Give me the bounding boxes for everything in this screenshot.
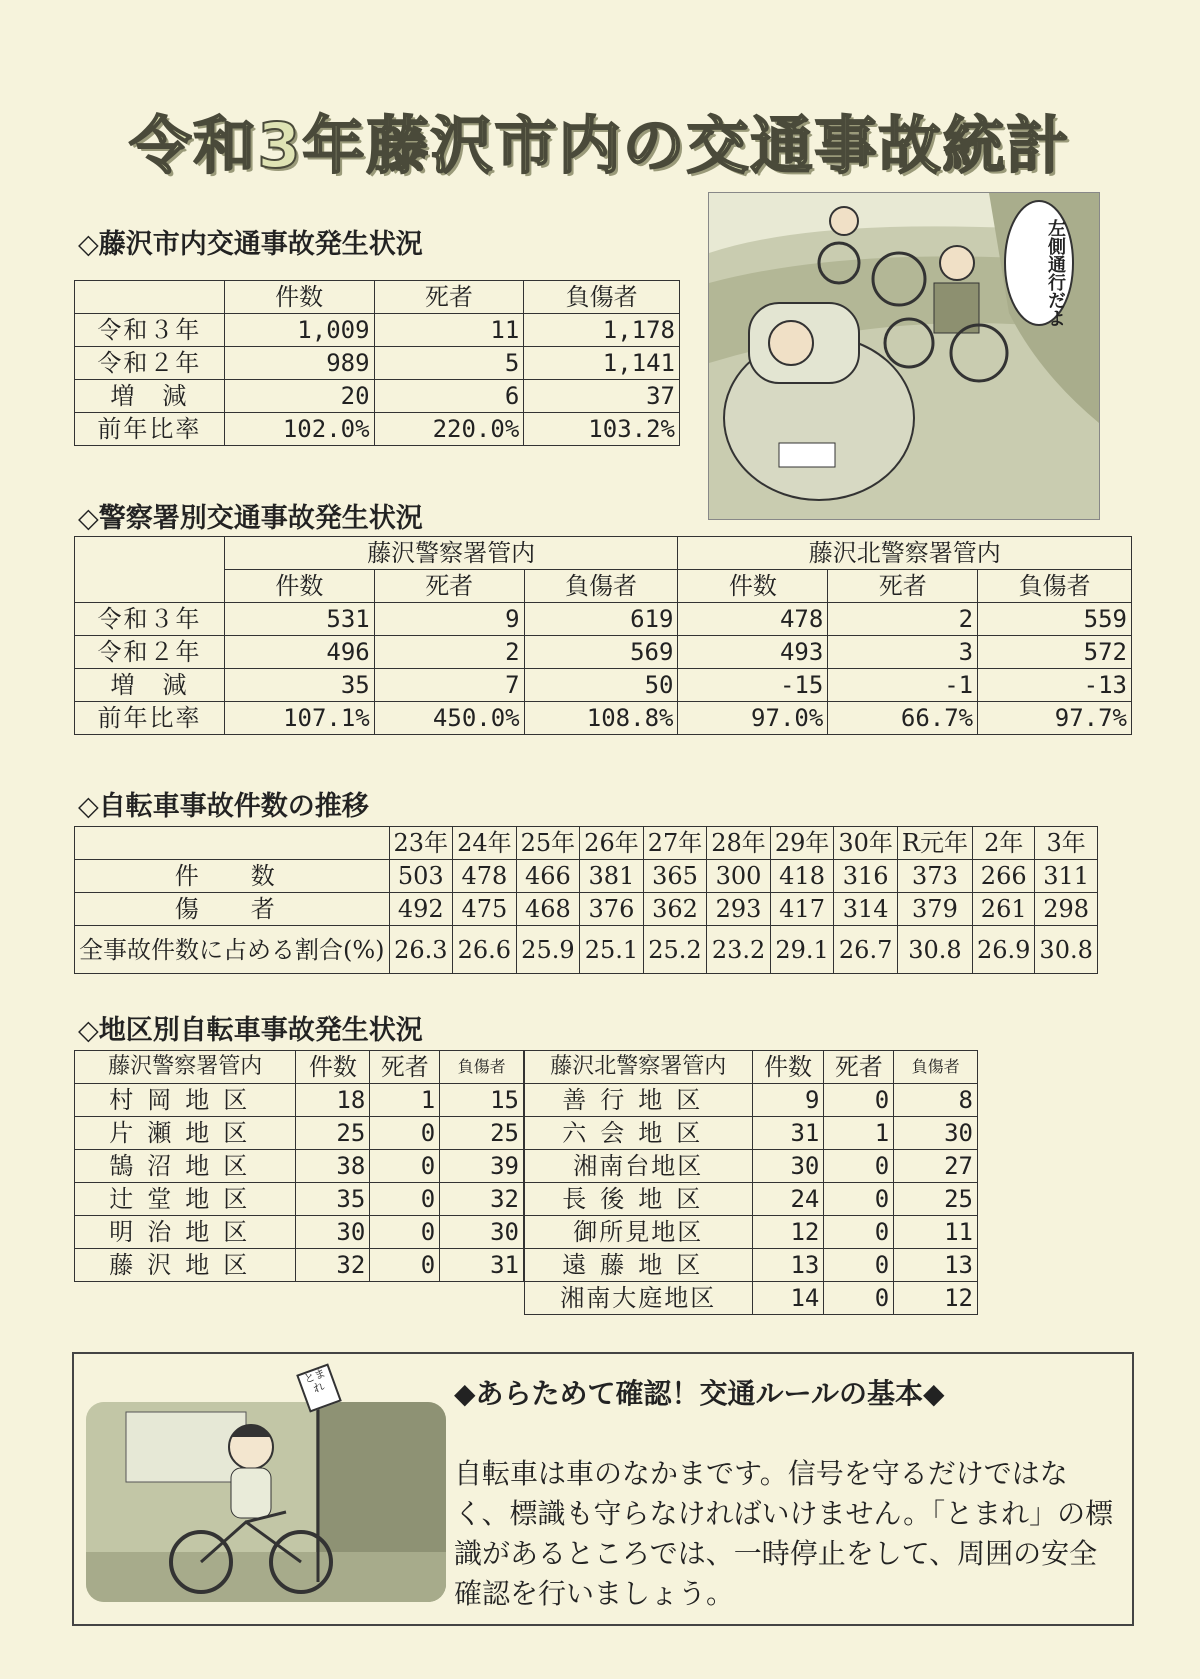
cell: 66.7% — [828, 702, 978, 735]
cell: 569 — [524, 636, 678, 669]
cell: 0 — [370, 1216, 440, 1249]
row-label: 増 減 — [75, 669, 225, 702]
cell: 478 — [678, 603, 828, 636]
cell: 468 — [516, 893, 580, 926]
cell: 30.8 — [897, 926, 972, 974]
row-label: 前年比率 — [75, 413, 225, 446]
cell: 97.0% — [678, 702, 828, 735]
cell: 11 — [374, 314, 524, 347]
cell: -15 — [678, 669, 828, 702]
section1-heading: ◇藤沢市内交通事故発生状況 — [78, 229, 423, 260]
cell: 102.0% — [224, 413, 374, 446]
cell: 379 — [897, 893, 972, 926]
bicycle-girl-icon — [86, 1402, 446, 1602]
stop-sign-label: とまれ — [296, 1363, 342, 1412]
cell: 466 — [516, 860, 580, 893]
speech-bubble-text: 左側通行だよ — [1045, 219, 1066, 327]
cell: 31 — [440, 1249, 524, 1282]
bicycle-illustration — [86, 1402, 446, 1602]
cell: 572 — [978, 636, 1132, 669]
cell: -13 — [978, 669, 1132, 702]
year-header: 29年 — [770, 827, 834, 860]
cell: 0 — [824, 1216, 894, 1249]
group-header-fujisawa-kita: 藤沢北警察署管内 — [678, 537, 1132, 570]
row-label: 令和３年 — [75, 314, 225, 347]
cell: 9 — [374, 603, 524, 636]
col-header: 死者 — [374, 570, 524, 603]
cell: 0 — [824, 1282, 894, 1315]
cell: 30 — [752, 1150, 824, 1183]
col-header: 藤沢警察署管内 — [75, 1051, 296, 1084]
col-header: 負傷者 — [524, 281, 680, 314]
cell: 7 — [374, 669, 524, 702]
year-header: 26年 — [580, 827, 644, 860]
district-name: 湘南台地区 — [525, 1150, 753, 1183]
traffic-rule-note — [72, 1352, 1134, 1626]
cell: 12 — [752, 1216, 824, 1249]
cell: 13 — [894, 1249, 978, 1282]
col-header: 負傷者 — [894, 1051, 978, 1084]
cell: 559 — [978, 603, 1132, 636]
cell: 619 — [524, 603, 678, 636]
cell: 0 — [824, 1084, 894, 1117]
cell: 3 — [828, 636, 978, 669]
district-name: 御所見地区 — [525, 1216, 753, 1249]
cell: 376 — [580, 893, 644, 926]
cell: 1 — [370, 1084, 440, 1117]
year-header: 28年 — [707, 827, 771, 860]
row-label: 傷 者 — [75, 893, 390, 926]
cell: 531 — [224, 603, 374, 636]
cell: 25.9 — [516, 926, 580, 974]
cell: 362 — [643, 893, 707, 926]
col-header: 件数 — [296, 1051, 370, 1084]
cell: 493 — [678, 636, 828, 669]
col-header: 負傷者 — [978, 570, 1132, 603]
cell: 38 — [296, 1150, 370, 1183]
row-label: 増 減 — [75, 380, 225, 413]
cell: 0 — [370, 1249, 440, 1282]
year-header: 30年 — [834, 827, 898, 860]
cell: 1,009 — [224, 314, 374, 347]
cell: 496 — [224, 636, 374, 669]
traffic-illustration — [708, 192, 1100, 520]
cell: 373 — [897, 860, 972, 893]
cell: 1 — [824, 1117, 894, 1150]
cell: 15 — [440, 1084, 524, 1117]
cell: 1,141 — [524, 347, 680, 380]
cell: 417 — [770, 893, 834, 926]
cell: 26.6 — [453, 926, 517, 974]
cell: 0 — [824, 1150, 894, 1183]
district-name: 六会地区 — [525, 1117, 753, 1150]
cell: 24 — [752, 1183, 824, 1216]
cell: 23.2 — [707, 926, 771, 974]
cell: 365 — [643, 860, 707, 893]
district-table-fujisawa-kita — [524, 1050, 978, 1315]
cell: 30 — [296, 1216, 370, 1249]
district-name: 辻堂地区 — [75, 1183, 296, 1216]
note-heading: ◆あらためて確認！交通ルールの基本◆ — [454, 1377, 945, 1410]
cell: 2 — [374, 636, 524, 669]
year-header: R元年 — [897, 827, 972, 860]
district-name: 長後地区 — [525, 1183, 753, 1216]
row-label: 件 数 — [75, 860, 390, 893]
district-name: 鵠沼地区 — [75, 1150, 296, 1183]
row-label: 令和２年 — [75, 347, 225, 380]
cell: 30 — [440, 1216, 524, 1249]
group-header-fujisawa: 藤沢警察署管内 — [224, 537, 678, 570]
cell: 103.2% — [524, 413, 680, 446]
year-header: 24年 — [453, 827, 517, 860]
page-title: 令和3年藤沢市内の交通事故統計 — [129, 109, 1071, 182]
col-header: 件数 — [224, 570, 374, 603]
row-label: 全事故件数に占める割合(%) — [75, 926, 390, 974]
district-name: 村岡地区 — [75, 1084, 296, 1117]
section2-heading: ◇警察署別交通事故発生状況 — [78, 503, 423, 534]
cell: 311 — [1035, 860, 1097, 893]
cell: 261 — [972, 893, 1034, 926]
cell: 31 — [752, 1117, 824, 1150]
cell: 475 — [453, 893, 517, 926]
cell: 1,178 — [524, 314, 680, 347]
district-name: 善行地区 — [525, 1084, 753, 1117]
district-name: 湘南大庭地区 — [525, 1282, 753, 1315]
cell: 35 — [296, 1183, 370, 1216]
cell: 32 — [296, 1249, 370, 1282]
row-label: 前年比率 — [75, 702, 225, 735]
cell: 35 — [224, 669, 374, 702]
cell: 300 — [707, 860, 771, 893]
cell: 11 — [894, 1216, 978, 1249]
cell: 314 — [834, 893, 898, 926]
section3-heading: ◇自転車事故件数の推移 — [78, 791, 369, 822]
cell: 266 — [972, 860, 1034, 893]
cell: 37 — [524, 380, 680, 413]
cell: 25 — [894, 1183, 978, 1216]
cell: 381 — [580, 860, 644, 893]
col-header: 負傷者 — [440, 1051, 524, 1084]
cell: 30 — [894, 1117, 978, 1150]
cell: 97.7% — [978, 702, 1132, 735]
cell: -1 — [828, 669, 978, 702]
cell: 503 — [389, 860, 453, 893]
district-name: 遠藤地区 — [525, 1249, 753, 1282]
cell: 14 — [752, 1282, 824, 1315]
year-header: 25年 — [516, 827, 580, 860]
cell: 293 — [707, 893, 771, 926]
cell: 29.1 — [770, 926, 834, 974]
col-header: 件数 — [224, 281, 374, 314]
city-accident-table — [74, 280, 680, 446]
district-name: 明治地区 — [75, 1216, 296, 1249]
cell: 25 — [296, 1117, 370, 1150]
cell: 25 — [440, 1117, 524, 1150]
cell: 30.8 — [1035, 926, 1097, 974]
col-header: 件数 — [678, 570, 828, 603]
corner-cell — [75, 827, 390, 860]
year-header: 3年 — [1035, 827, 1097, 860]
cell: 0 — [370, 1183, 440, 1216]
cell: 8 — [894, 1084, 978, 1117]
district-name: 藤沢地区 — [75, 1249, 296, 1282]
cell: 0 — [370, 1150, 440, 1183]
cell: 108.8% — [524, 702, 678, 735]
col-header: 死者 — [374, 281, 524, 314]
corner-cell — [75, 537, 225, 603]
note-body: 自転車は車のなかまです。信号を守るだけではなく、標識も守らなければいけません。「とまれ」の標識があるところでは、一時停止をして、周囲の安全確認を行いましょう。 — [454, 1457, 1114, 1610]
cell: 6 — [374, 380, 524, 413]
cell: 26.9 — [972, 926, 1034, 974]
cell: 13 — [752, 1249, 824, 1282]
cell: 0 — [824, 1183, 894, 1216]
cell: 25.2 — [643, 926, 707, 974]
cell: 25.1 — [580, 926, 644, 974]
cell: 0 — [824, 1249, 894, 1282]
cell: 298 — [1035, 893, 1097, 926]
col-header: 死者 — [828, 570, 978, 603]
year-header: 27年 — [643, 827, 707, 860]
cell: 32 — [440, 1183, 524, 1216]
col-header: 死者 — [824, 1051, 894, 1084]
police-station-table — [74, 536, 1132, 735]
cell: 5 — [374, 347, 524, 380]
cell: 50 — [524, 669, 678, 702]
row-label: 令和２年 — [75, 636, 225, 669]
cell: 26.7 — [834, 926, 898, 974]
district-table-fujisawa — [74, 1050, 524, 1282]
cell: 26.3 — [389, 926, 453, 974]
col-header: 藤沢北警察署管内 — [525, 1051, 753, 1084]
col-header: 死者 — [370, 1051, 440, 1084]
row-label: 令和３年 — [75, 603, 225, 636]
cell: 220.0% — [374, 413, 524, 446]
district-name: 片瀬地区 — [75, 1117, 296, 1150]
year-header: 2年 — [972, 827, 1034, 860]
cell: 492 — [389, 893, 453, 926]
corner-cell — [75, 281, 225, 314]
cell: 39 — [440, 1150, 524, 1183]
cell: 27 — [894, 1150, 978, 1183]
cell: 9 — [752, 1084, 824, 1117]
col-header: 負傷者 — [524, 570, 678, 603]
cell: 478 — [453, 860, 517, 893]
cell: 418 — [770, 860, 834, 893]
year-header: 23年 — [389, 827, 453, 860]
section4-heading: ◇地区別自転車事故発生状況 — [78, 1015, 423, 1046]
cell: 2 — [828, 603, 978, 636]
cell: 107.1% — [224, 702, 374, 735]
bicycle-trend-table — [74, 826, 1098, 974]
cell: 450.0% — [374, 702, 524, 735]
cell: 316 — [834, 860, 898, 893]
cell: 989 — [224, 347, 374, 380]
cell: 12 — [894, 1282, 978, 1315]
cell: 20 — [224, 380, 374, 413]
cell: 18 — [296, 1084, 370, 1117]
col-header: 件数 — [752, 1051, 824, 1084]
cell: 0 — [370, 1117, 440, 1150]
